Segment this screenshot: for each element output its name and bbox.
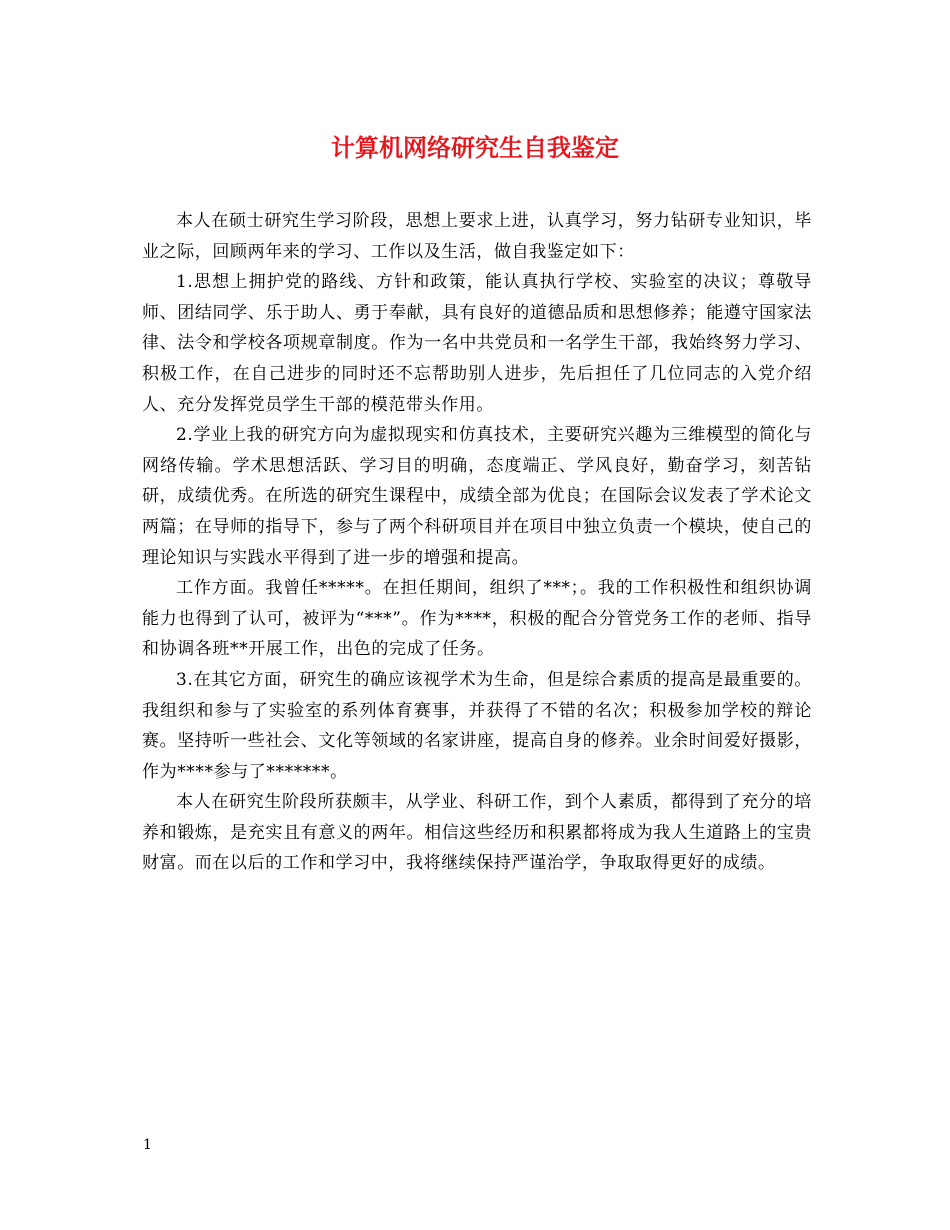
paragraph-intro: 本人在硕士研究生学习阶段，思想上要求上进，认真学习，努力钻研专业知识，毕业之际，回顾两年来的学习、工作以及生活，做自我鉴定如下： bbox=[142, 211, 812, 262]
paragraph-conclusion: 本人在研究生阶段所获颇丰，从学业、科研工作，到个人素质，都得到了充分的培养和锻炼，是充实且有意义的两年。相信这些经历和积累都将成为我人生道路上的宝贵财富。而在以后的工作和学习中，我将继续保持严谨治学，争取取得更好的成绩。 bbox=[142, 792, 812, 874]
document-title: 计算机网络研究生自我鉴定 bbox=[331, 133, 619, 162]
paragraph-other: 3.在其它方面，研究生的确应该视学术为生命，但是综合素质的提高是最重要的。我组织和参与了实验室的系列体育赛事，并获得了不错的名次；积极参加学校的辩论赛。坚持听一些社会、文化等领域的名家讲座，提高自身的修养。业余时间爱好摄影，作为****参与了*******。 bbox=[142, 669, 812, 782]
paragraph-work: 工作方面。我曾任*****。在担任期间，组织了***；。我的工作积极性和组织协调能力也得到了认可，被评为“***”。作为****，积极的配合分管党务工作的老师、指导和协调各班**开展工作，出色的完成了任务。 bbox=[142, 578, 812, 660]
document-body bbox=[142, 206, 812, 879]
page-number: 1 bbox=[143, 1137, 152, 1153]
paragraph-academics: 2.学业上我的研究方向为虚拟现实和仿真技术，主要研究兴趣为三维模型的简化与网络传输。学术思想活跃、学习目的明确，态度端正、学风良好，勤奋学习，刻苦钻研，成绩优秀。在所选的研究生课程中，成绩全部为优良；在国际会议发表了学术论文两篇；在导师的指导下，参与了两个科研项目并在项目中独立负责一个模块，使自己的理论知识与实践水平得到了进一步的增强和提高。 bbox=[142, 425, 812, 568]
paragraph-ideology: 1.思想上拥护党的路线、方针和政策，能认真执行学校、实验室的决议；尊敬导师、团结同学、乐于助人、勇于奉献，具有良好的道德品质和思想修养；能遵守国家法律、法令和学校各项规章制度。作为一名中共党员和一名学生干部，我始终努力学习、积极工作，在自己进步的同时还不忘帮助别人进步，先后担任了几位同志的入党介绍人、充分发挥党员学生干部的模范带头作用。 bbox=[142, 272, 812, 415]
